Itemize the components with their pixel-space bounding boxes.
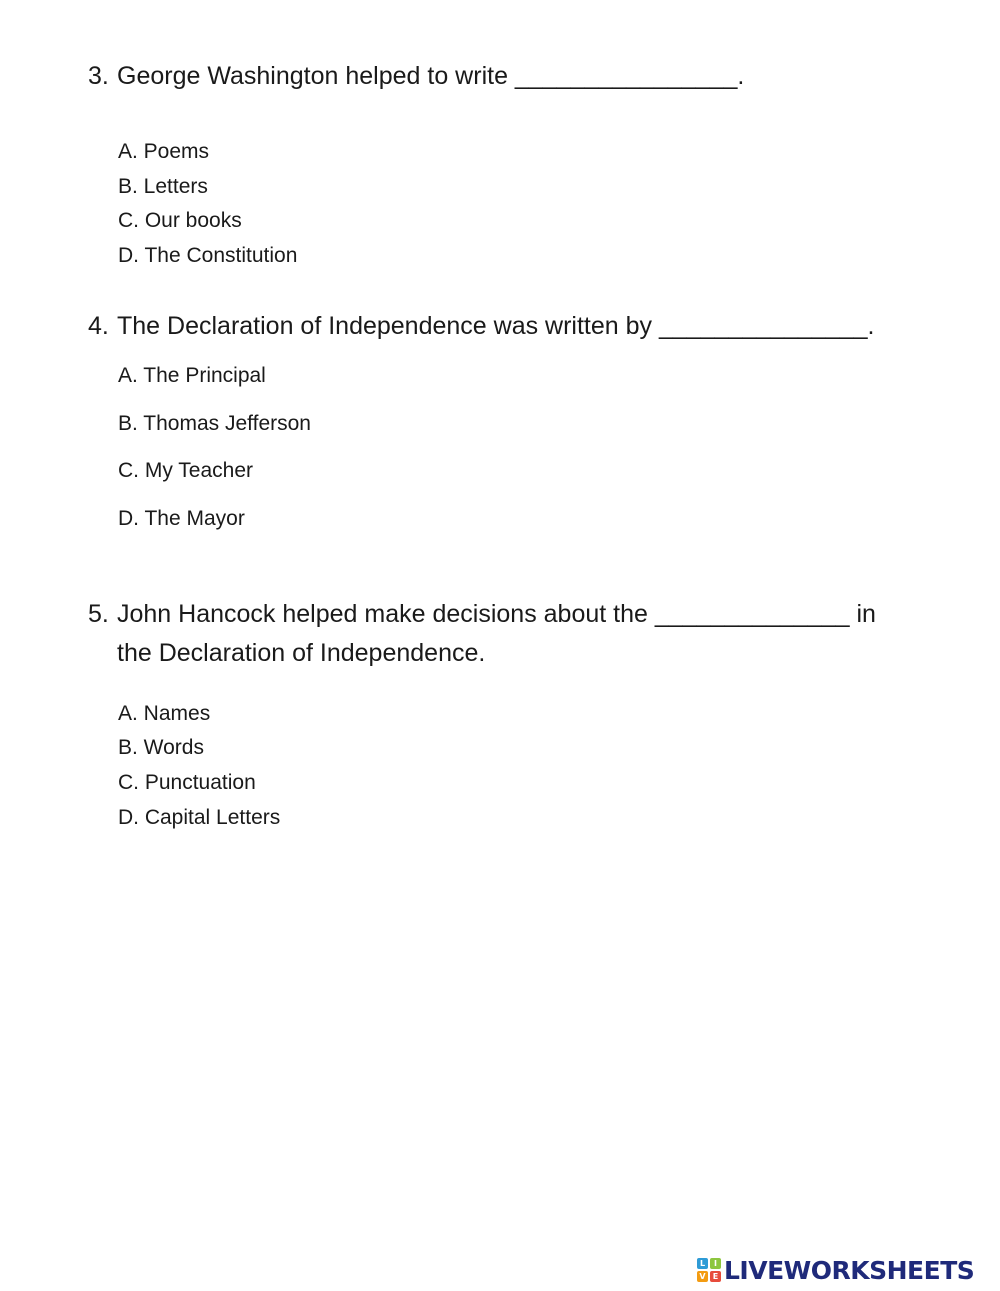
option-b: B. Letters — [118, 175, 208, 198]
question-number: 4. — [88, 312, 109, 340]
option-c: C. Punctuation — [118, 771, 256, 794]
question-text: The Declaration of Independence was written by _______________. — [117, 312, 875, 340]
logo-letter: L — [697, 1258, 708, 1269]
logo-letter: E — [710, 1271, 721, 1282]
logo-letter: I — [710, 1258, 721, 1269]
option-d: D. Capital Letters — [118, 806, 281, 829]
option-b: B. Words — [118, 736, 204, 759]
question-number: 5. — [88, 600, 109, 628]
question-5 — [88, 595, 876, 673]
question-number: 3. — [88, 62, 109, 90]
option-d: D. The Constitution — [118, 244, 298, 267]
option-d: D. The Mayor — [118, 507, 245, 530]
question-4 — [88, 307, 874, 346]
question-text-line-1 — [88, 595, 876, 634]
question-text-line-2: the Declaration of Independence. — [117, 639, 486, 667]
brand-name: LIVEWORKSHEETS — [724, 1255, 975, 1285]
option-a: A. The Principal — [118, 364, 266, 387]
question-text: John Hancock helped make decisions about the ______________ in — [117, 600, 876, 628]
logo-letter: V — [697, 1271, 708, 1282]
option-a: A. Poems — [118, 140, 210, 163]
option-c: C. Our books — [118, 209, 242, 232]
liveworksheets-logo — [697, 1255, 974, 1285]
question-text: George Washington helped to write ________________. — [117, 62, 745, 90]
question-3 — [88, 57, 744, 96]
logo-mark-icon — [697, 1258, 721, 1282]
option-b: B. Thomas Jefferson — [118, 412, 311, 435]
option-a: A. Names — [118, 702, 211, 725]
option-c: C. My Teacher — [118, 459, 253, 482]
